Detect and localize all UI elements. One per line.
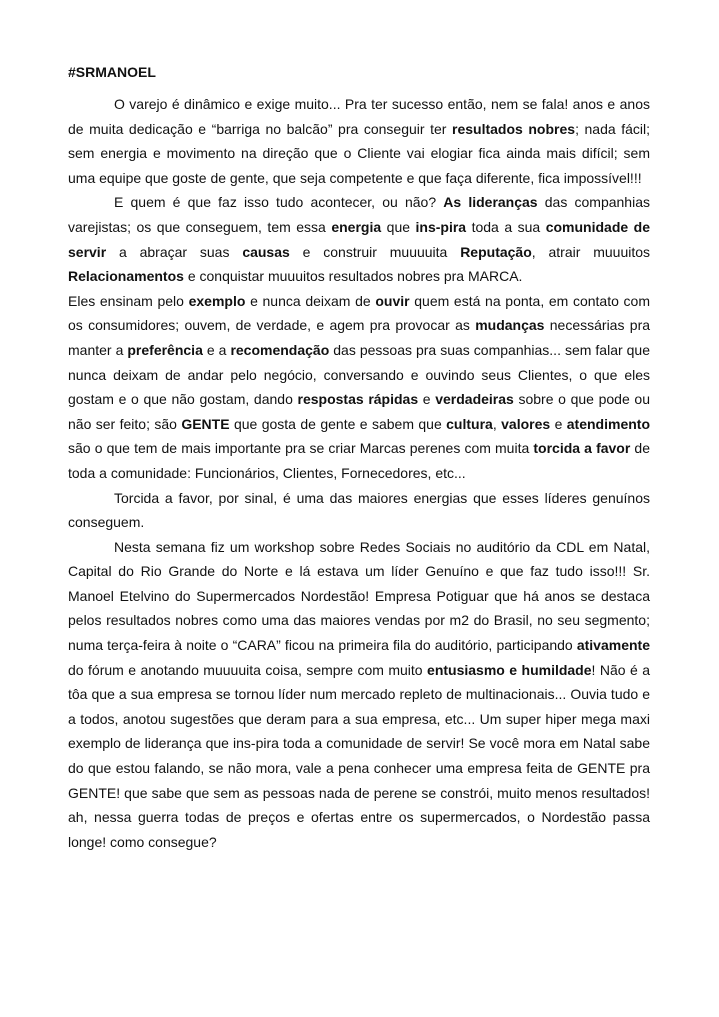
- bold-text: As lideranças: [443, 194, 538, 211]
- paragraph: [68, 190, 650, 288]
- text-run: e: [550, 415, 567, 432]
- text-run: sobre o que pode ou não ser feito; são: [68, 391, 650, 432]
- bold-text: energia: [331, 218, 382, 235]
- text-run: das pessoas pra suas companhias... sem falar que nunca deixam de andar pelo negócio, conversando e ouvindo seus Clientes, o que eles gostam e o que não gostam, dando: [68, 341, 650, 408]
- text-run: e conquistar muuuitos resultados nobres pra MARCA.: [183, 268, 523, 285]
- bold-text: ins-pira: [415, 218, 467, 235]
- text-run: são o que tem de mais importante pra se criar Marcas perenes com muita: [68, 440, 534, 457]
- bold-text: exemplo: [188, 292, 246, 309]
- document-title: #SRMANOEL: [68, 64, 156, 80]
- text-run: Nesta semana fiz um workshop sobre Redes Sociais no auditório da CDL em Natal, Capital do Rio Grande do Norte e lá estava um líder Genuíno e que faz tudo isso!!! Sr. Manoel Etelvino do Supermercados Nordestão! Empresa Potiguar que há anos se destaca pelos resultados nobres como uma das maiores vendas por m2 do Brasil, no seu segmento; numa terça-feira à noite o “CARA” ficou na primeira fila do auditório, participando: [68, 538, 650, 654]
- text-run: a abraçar suas: [106, 243, 243, 260]
- bold-text: Relacionamentos: [68, 268, 184, 285]
- text-run: Torcida a favor, por sinal, é uma das maiores energias que esses líderes genuínos conseguem.: [68, 489, 650, 531]
- paragraph: [68, 535, 650, 855]
- text-run: Eles ensinam pelo: [68, 292, 189, 309]
- text-run: toda a sua: [466, 218, 546, 235]
- text-run: que gosta de gente e sabem que: [229, 415, 447, 432]
- text-run: das companhias varejistas; os que conseguem, tem essa: [68, 194, 650, 235]
- text-run: E quem é que faz isso tudo acontecer, ou não?: [114, 194, 444, 211]
- paragraph: [68, 289, 650, 486]
- text-run: ; nada fácil; sem energia e movimento na direção que o Cliente vai elogiar fica ainda mais difícil; sem uma equipe que goste de gente, que seja competente e que faça diferente, fica impossível!!!: [68, 120, 650, 186]
- bold-text: cultura: [446, 415, 493, 432]
- text-run: do fórum e anotando muuuuita coisa, sempre com muito: [68, 661, 428, 678]
- document-body: [68, 92, 650, 854]
- text-run: e a: [202, 341, 231, 358]
- text-run: ! Não é a tôa que a sua empresa se tornou líder num mercado repleto de multinacionais... Ouvia tudo e a todos, anotou sugestões que deram para a sua empresa, etc... Um super hiper mega maxi exemplo de liderança que ins-pira toda a comunidade de servir! Se você mora em Natal sabe do que estou falando, se não mora, vale a pena conhecer uma empresa feita de GENTE pra GENTE! que sabe que sem as pessoas nada de perene se constrói, muito menos resultados! ah, nessa guerra todas de preços e ofertas entre os supermercados, o Nordestão passa longe! como consegue?: [68, 661, 650, 850]
- text-run: ,: [492, 415, 502, 432]
- bold-text: mudanças: [475, 317, 545, 334]
- text-run: de toda a comunidade: Funcionários, Clientes, Fornecedores, etc...: [68, 440, 651, 481]
- bold-text: valores: [501, 415, 551, 432]
- bold-text: ouvir: [375, 292, 410, 309]
- document-page: [68, 62, 650, 854]
- text-run: e: [418, 391, 436, 408]
- bold-text: GENTE: [181, 415, 230, 432]
- text-run: necessárias pra manter a: [68, 317, 651, 358]
- bold-text: preferência: [127, 341, 203, 358]
- text-run: e nunca deixam de: [245, 292, 376, 309]
- bold-text: verdadeiras: [435, 391, 514, 408]
- bold-text: respostas rápidas: [297, 391, 419, 408]
- bold-text: atendimento: [566, 415, 650, 432]
- paragraph: [68, 92, 650, 190]
- bold-text: torcida a favor: [533, 440, 631, 457]
- text-run: quem está na ponta, em contato com os consumidores; ouvem, de verdade, e agem pra provocar as: [68, 292, 651, 334]
- bold-text: causas: [242, 243, 290, 260]
- text-run: e construir muuuuita: [289, 243, 461, 260]
- bold-text: recomendação: [230, 341, 330, 358]
- paragraph: [68, 486, 650, 535]
- text-run: O varejo é dinâmico e exige muito... Pra ter sucesso então, nem se fala! anos e anos de muita dedicação e “barriga no balcão” pra conseguir ter: [68, 96, 650, 137]
- bold-text: resultados nobres: [452, 120, 576, 137]
- bold-text: entusiasmo e humildade: [427, 661, 592, 678]
- text-run: , atrair muuuitos: [531, 243, 651, 260]
- bold-text: comunidade de servir: [68, 218, 650, 260]
- bold-text: ativamente: [576, 637, 650, 654]
- bold-text: Reputação: [460, 243, 532, 260]
- text-run: que: [381, 218, 416, 235]
